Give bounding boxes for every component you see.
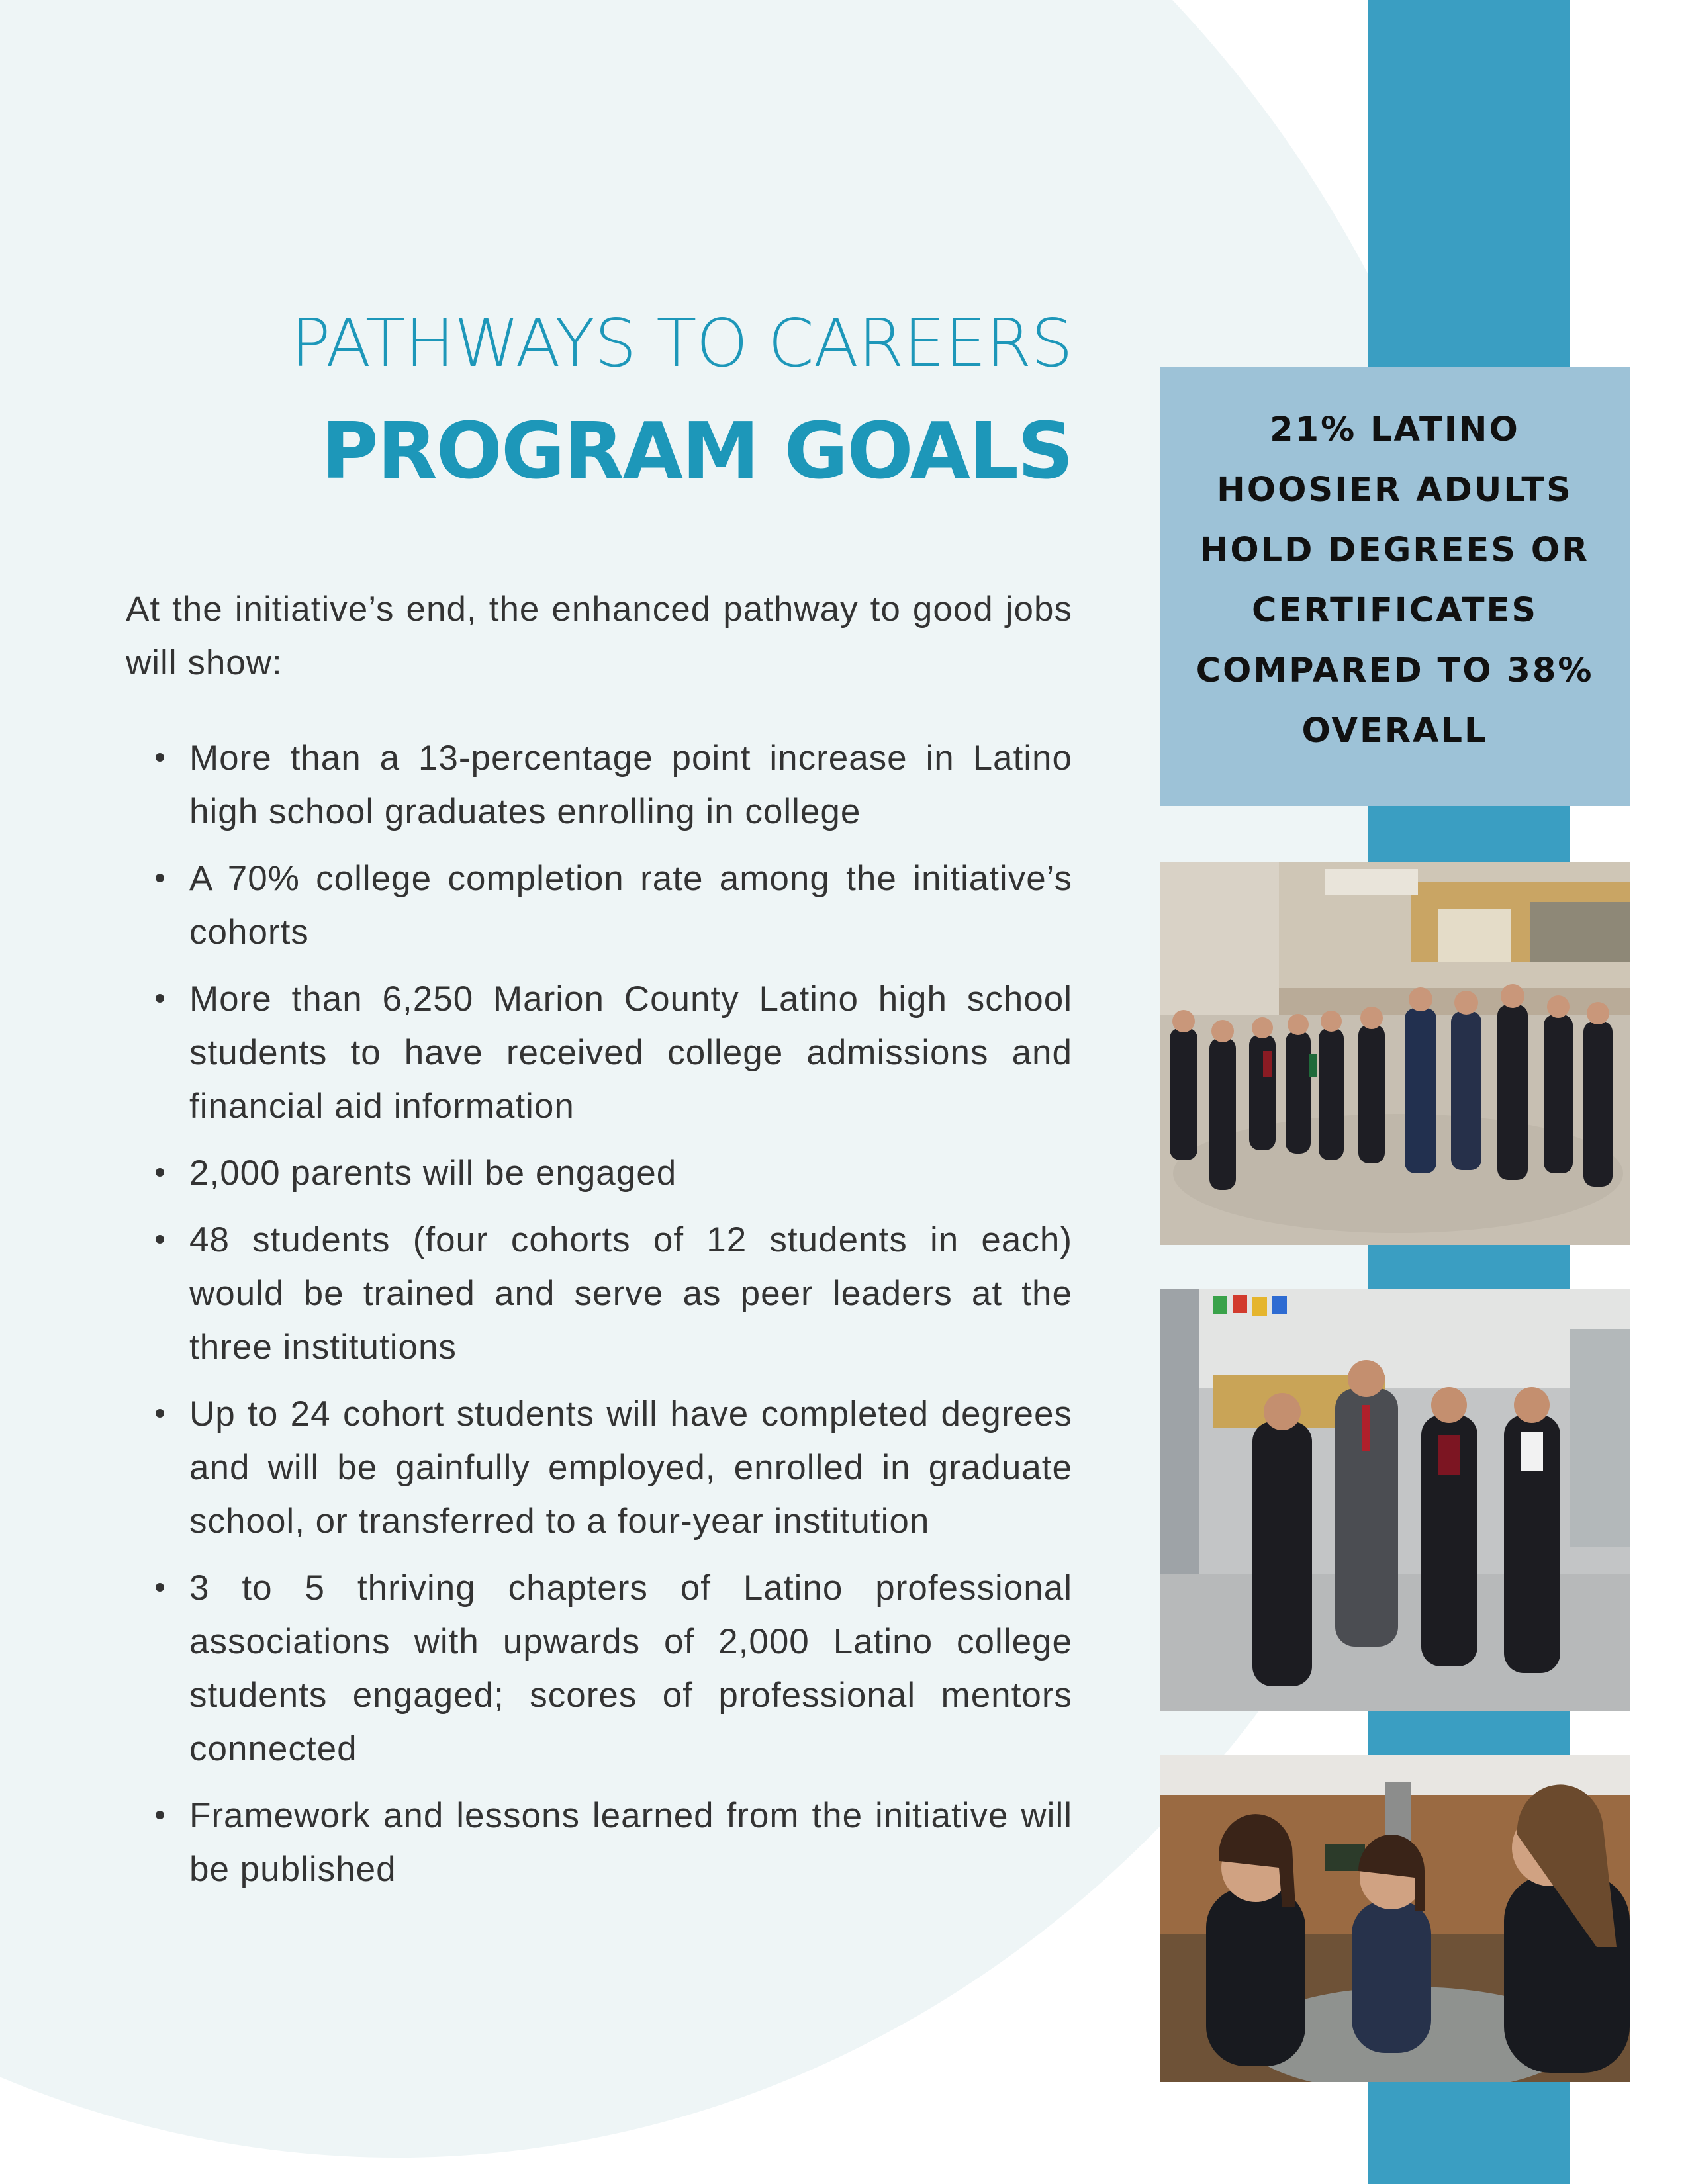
bullet-icon [156, 1811, 164, 1819]
goal-text: 48 students (four cohorts of 12 students in each) would be trained and serve as peer leaders at the three institutions [189, 1220, 1072, 1367]
bullet-icon [156, 1409, 164, 1418]
goal-text: 3 to 5 thriving chapters of Latino professional associations with upwards of 2,000 Latino college students engaged; scores of professional mentors connected [189, 1569, 1072, 1768]
intro-paragraph: At the initiative’s end, the enhanced pathway to good jobs will show: [126, 590, 1072, 682]
photo-students-table [1160, 1755, 1630, 2082]
section-kicker: PATHWAYS TO CAREERS [291, 304, 1072, 382]
list-item [126, 731, 1072, 839]
goal-text: Up to 24 cohort students will have completed degrees and will be gainfully employed, enrolled in graduate school, or transferred to a four-year institution [189, 1394, 1072, 1541]
goal-text: More than 6,250 Marion County Latino high school students to have received college admissions and financial aid information [189, 979, 1072, 1126]
list-item [126, 1561, 1072, 1776]
stat-callout [1160, 367, 1630, 806]
list-item [126, 1146, 1072, 1200]
bullet-icon [156, 1235, 164, 1244]
photo-students-circle [1160, 862, 1630, 1245]
main-content [126, 582, 1072, 1909]
list-item [126, 1213, 1072, 1374]
list-item [126, 1789, 1072, 1896]
list-item [126, 972, 1072, 1133]
bullet-icon [156, 1168, 164, 1177]
goal-text: Framework and lessons learned from the initiative will be published [189, 1796, 1072, 1889]
bullet-icon [156, 1583, 164, 1592]
page-title: PROGRAM GOALS [321, 405, 1072, 496]
photo-students-hallway [1160, 1289, 1630, 1711]
goal-text: More than a 13-percentage point increase in Latino high school graduates enrolling in college [189, 739, 1072, 831]
goals-list [126, 731, 1072, 1896]
bullet-icon [156, 994, 164, 1003]
stat-callout-text: 21% LATINO HOOSIER ADULTS HOLD DEGREES OR CERTIFICATES COMPARED TO 38% OVERALL [1196, 410, 1594, 751]
goal-text: 2,000 parents will be engaged [189, 1154, 677, 1193]
list-item [126, 1387, 1072, 1548]
goal-text: A 70% college completion rate among the initiative’s cohorts [189, 859, 1072, 952]
bullet-icon [156, 753, 164, 762]
list-item [126, 852, 1072, 959]
bullet-icon [156, 874, 164, 882]
